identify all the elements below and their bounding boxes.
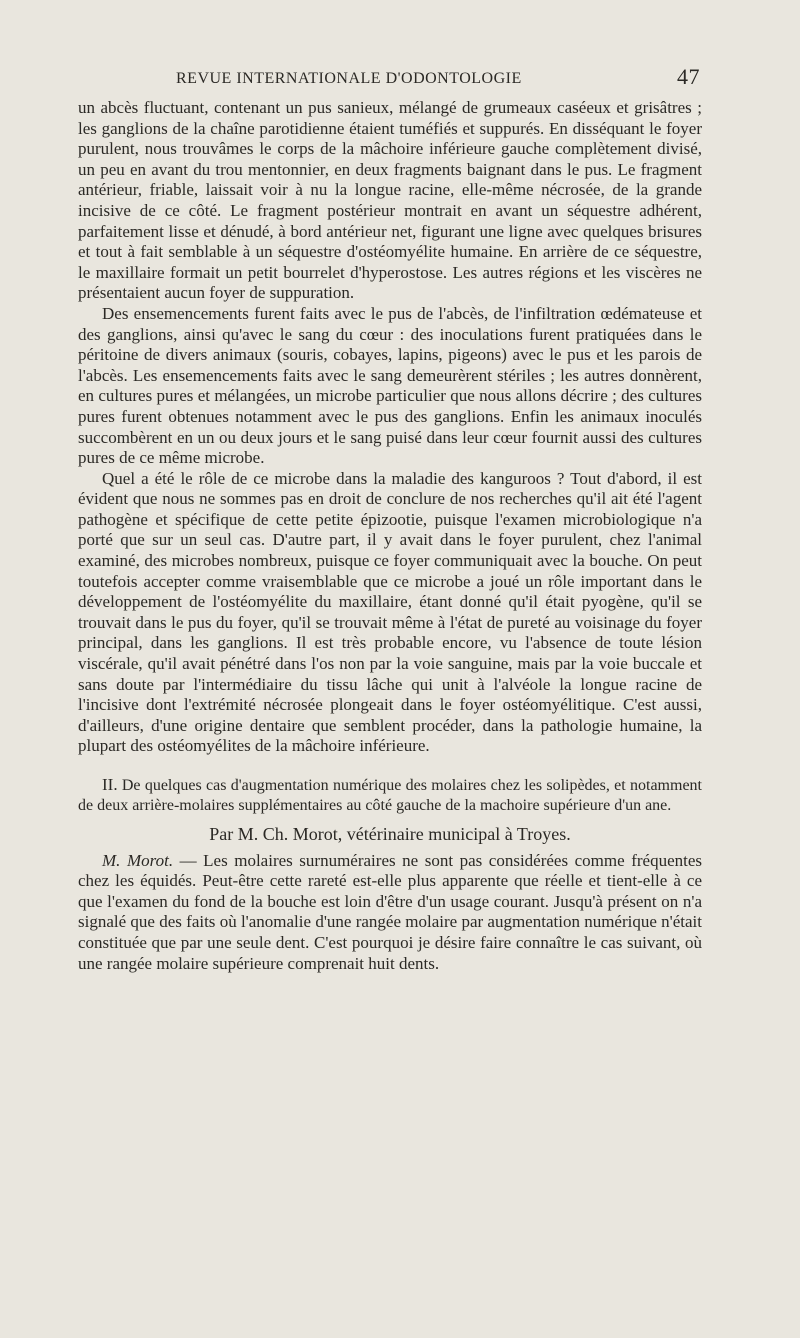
paragraph: Quel a été le rôle de ce microbe dans la maladie des kanguroos ? Tout d'abord, il est évident que nous ne sommes pas en droit de conclure de nos recherches qu'il ait été l'agent pathogène et spécifique de cette petite épizootie, puisque l'examen microbiologique n'a porté que sur un seul cas. D'autre part, il y avait dans le foyer purulent, chez l'animal examiné, des microbes nombreux, puisque ce foyer communiquait avec la bouche. On peut toutefois accepter comme vraisemblable que ce microbe a joué un rôle important dans le développement de l'ostéomyélite du maxillaire, étant donné qu'il était pyogène, qu'il se trouvait dans le pus du foyer, qu'il se trouvait même à l'état de pureté au voisinage du foyer principal, dans les ganglions. Il est très probable encore, vu l'absence de toute lésion viscérale, qu'il avait pénétré dans l'os non par la voie sanguine, mais par la voie buccale et sans doute par l'intermédiaire du tissu lâche qui unit à l'alvéole la longue racine de l'incisive dont l'extrémité nécrosée plongeait dans le foyer ostéomyélitique. C'est aussi, d'ailleurs, d'une origine dentaire que semblent procéder, dans la pathologie humaine, la plupart des ostéomyélites de la mâchoire inférieure. <box>78 468 702 756</box>
section-body: — Les molaires surnuméraires ne sont pas considérées comme fréquentes chez les équidés. Peut-être cette rareté est-elle plus apparente que réelle et tient-elle à ce que l'examen du fond de la bouche est loin d'être d'un usage courant. Jusqu'à présent on n'a signalé que des faits où l'anomalie d'une rangée molaire par augmentation numérique n'était constituée que par une seule dent. C'est pourquoi je désire faire connaître le cas suivant, où une rangée molaire supérieure comprenait huit dents. <box>78 850 703 973</box>
paragraph <box>78 851 702 975</box>
page-header <box>80 66 700 92</box>
paragraph: Des ensemencements furent faits avec le pus de l'abcès, de l'infiltration œdémateuse et des ganglions, ainsi qu'avec le sang du cœur : des inoculations furent pratiquées dans le péritoine de divers animaux (souris, cobayes, lapins, pigeons) avec le pus et les parois de l'abcès. Les ensemencements faits avec le sang demeurèrent stériles ; les autres donnèrent, en cultures pures et mélangées, un microbe particulier que nous allons décrire ; des cultures pures furent obtenues notamment avec le pus des ganglions. Enfin les animaux inoculés succombèrent en un ou deux jours et le sang puisé dans leur cœur fournit aussi des cultures pures de ce même microbe. <box>78 303 702 468</box>
section-title: De quelques cas d'augmentation numérique des molaires chez les solipèdes, et notamment de deux arrière-molaires supplémentaires au côté gauche de la machoire supérieure d'un ane. <box>78 777 702 814</box>
paragraph: un abcès fluctuant, contenant un pus sanieux, mélangé de grumeaux caséeux et grisâtres ; les ganglions de la chaîne parotidienne étaient tuméfiés et suppurés. En disséquant le foyer purulent, nous trouvâmes le corps de la mâchoire inférieure gauche complètement divisé, un peu en avant du trou mentonnier, en deux fragments baignant dans le pus. Le fragment antérieur, friable, laissait voir à nu la longue racine, elle-même nécrosée, de la grande incisive de ce côté. Le fragment postérieur montrait en avant un séquestre adhérent, parfaitement lisse et dénudé, à bord antérieur net, figurant une ligne avec quelques brisures et tout à fait semblable à un séquestre d'ostéomyélite humaine. En arrière de ce séquestre, le maxillaire formait un petit bourrelet d'hyperostose. Les autres régions et les viscères ne présentaient aucun foyer de suppuration. <box>78 98 702 303</box>
section-heading <box>78 775 702 816</box>
section-number: II. <box>102 775 118 794</box>
page-number: 47 <box>677 64 700 89</box>
byline: Par M. Ch. Morot, vétérinaire municipal à Troyes. <box>209 824 571 844</box>
body-text <box>78 98 702 974</box>
running-head: REVUE INTERNATIONALE D'ODONTOLOGIE <box>176 70 522 87</box>
author-lead: M. Morot. <box>102 850 174 870</box>
